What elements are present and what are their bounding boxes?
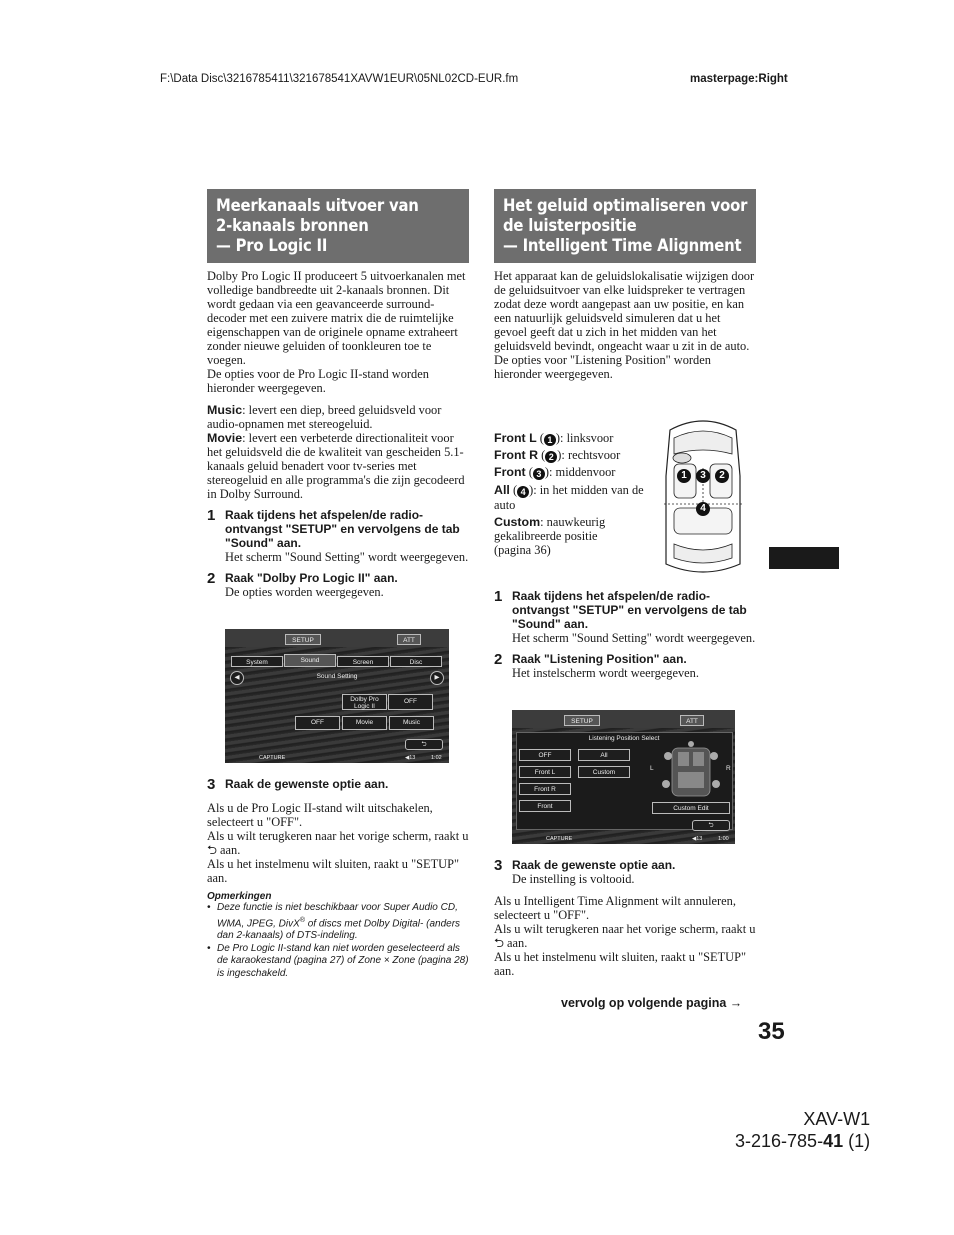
step-2-right: 2 Raak "Listening Position" aan. Het instelscherm wordt weergegeven. (494, 651, 699, 680)
step-3-right: 3 Raak de gewenste optie aan. De instelling is voltooid. (494, 857, 676, 886)
back-instruction-right: Als u wilt terugkeren naar het vorige scherm, raakt u ⮌ aan. (494, 922, 756, 950)
back-arrow-icon[interactable]: ⮌ (692, 820, 730, 831)
prev-arrow-icon[interactable]: ◀ (230, 671, 244, 685)
speaker-layout-icon (656, 740, 726, 802)
note-1: • Deze functie is niet beschikbaar voor Super Audio CD, WMA, JPEG, DivX® of discs met Dolby Digital- (anders dan 2-kanaals) of DTS-indeling. (207, 902, 461, 942)
front-l-button[interactable]: Front L (519, 766, 571, 778)
notes-heading: Opmerkingen (207, 891, 272, 902)
volume-readout: ◀13 (692, 836, 703, 842)
position-options (494, 430, 656, 557)
model-code: XAV-W1 3-216-785-41 (1) (735, 1109, 871, 1151)
section-title-pro-logic: Meerkanaals uitvoer van 2-kanaals bronnen — Pro Logic II (207, 189, 469, 263)
capture-label: CAPTURE (546, 836, 573, 842)
off-instruction: Als u de Pro Logic II-stand wilt uitschakelen, selecteert u "OFF". (207, 801, 433, 829)
step-1: 1 Raak tijdens het afspelen/de radio-ontvangst "SETUP" en vervolgens de tab "Sound" aan. Het scherm "Sound Setting" wordt weergegeven. (207, 507, 469, 564)
close-instruction-right: Als u het instelmenu wilt sluiten, raakt u "SETUP" aan. (494, 950, 747, 978)
off-button[interactable]: OFF (519, 749, 571, 761)
note-2: • De Pro Logic II-stand kan niet worden geselecteerd als de karaokestand (pagina 27) of Zone × Zone (pagina 28) is ingeschakeld. (207, 942, 469, 979)
intro-paragraph: Dolby Pro Logic II produceert 5 uitvoerkanalen met volledige bandbreedte uit 2-kanaals bronnen. Dit wordt gedaan via een geavanceerde surround-decoder met een zuivere matrix die de ruimtelijke eigenschappen van de originele opname extraheert zonder nieuwe geluiden of toonkleuren toe te voegen. (207, 269, 466, 367)
masterpage-label: masterpage:Right (690, 73, 788, 85)
next-arrow-icon[interactable]: ▶ (430, 671, 444, 685)
marker-4: 4 (696, 502, 710, 516)
option-custom: Custom: nauwkeurig gekalibreerde positie (pagina 36) (494, 515, 606, 557)
dolby-value-field[interactable]: OFF (388, 694, 433, 710)
tab-system[interactable]: System (231, 656, 283, 667)
option-front: Front ( 3 ): middenvoor (494, 465, 616, 479)
music-definition: Music: levert een diep, breed geluidsveld voor audio-opnamen met stereogeluid. (207, 403, 442, 431)
att-button[interactable]: ATT (397, 634, 421, 645)
option-music-button[interactable]: Music (389, 716, 434, 730)
left-label: L (650, 765, 654, 772)
car-top-view-icon (660, 416, 746, 576)
marker-3: 3 (696, 469, 710, 483)
intro-options-line-right: De opties voor "Listening Position" worden hieronder weergegeven. (494, 353, 711, 381)
option-movie-button[interactable]: Movie (342, 716, 387, 730)
dolby-pro-logic-button[interactable]: Dolby Pro Logic II (342, 694, 387, 710)
back-icon: ⮌ (494, 935, 504, 950)
custom-button[interactable]: Custom (578, 766, 630, 778)
marker-2: 2 (715, 469, 729, 483)
step-2: 2 Raak "Dolby Pro Logic II" aan. De opties worden weergegeven. (207, 570, 398, 599)
cancel-instruction: Als u Intelligent Time Alignment wilt annuleren, selecteert u "OFF". (494, 894, 736, 922)
intro-paragraph-right: Het apparaat kan de geluidslokalisatie wijzigen door de geluidsuitvoer van elke luidspreker te vertragen zodat deze wordt aangepast aan uw positie, en kan een natuurlijk geluidsveld simuleren dat u het gevoel geeft dat u zich in het midden van het geluidsveld bevindt, ongeacht waar u zit in de auto. (494, 269, 755, 353)
right-label: R (726, 765, 731, 772)
att-button[interactable]: ATT (680, 715, 704, 726)
setup-button[interactable]: SETUP (564, 715, 600, 726)
capture-label: CAPTURE (259, 755, 286, 761)
tab-disc[interactable]: Disc (390, 656, 442, 667)
option-front-r: Front R ( 2 ): rechtsvoor (494, 448, 621, 462)
listening-position-screen (512, 710, 735, 844)
left-column (207, 189, 469, 599)
clock-readout: 1:00 (718, 836, 729, 842)
step-1-right: 1 Raak tijdens het afspelen/de radio-ontvangst "SETUP" en vervolgens de tab "Sound" aan. Het scherm "Sound Setting" wordt weergegeven. (494, 588, 756, 645)
right-lower (494, 858, 756, 978)
marker-1: 1 (677, 469, 691, 483)
all-button[interactable]: All (578, 749, 630, 761)
back-instruction: Als u wilt terugkeren naar het vorige scherm, raakt u ⮌ aan. (207, 829, 469, 857)
right-column (494, 189, 756, 381)
back-arrow-icon[interactable]: ⮌ (405, 739, 443, 750)
front-button[interactable]: Front (519, 800, 571, 812)
movie-definition: Movie: levert een verbeterde directionaliteit voor het geluidsveld die de kwaliteit van gescheiden 5.1-kanaals geluid benadert voor tv-series met stereogeluid en alle programma's die zijn gecodeerd in Dolby Surround. (207, 431, 465, 501)
clock-readout: 1:02 (431, 755, 442, 761)
step-3: 3 Raak de gewenste optie aan. (207, 776, 389, 793)
right-steps (494, 589, 756, 680)
sound-setting-screen (225, 629, 449, 763)
option-off-button[interactable]: OFF (295, 716, 340, 730)
setup-button[interactable]: SETUP (285, 634, 321, 645)
custom-edit-button[interactable]: Custom Edit (652, 802, 730, 814)
continued-label: vervolg op volgende pagina → (561, 996, 743, 1010)
option-all: All ( 4 ): in het midden van de auto (494, 483, 644, 512)
volume-readout: ◀13 (405, 755, 416, 761)
screen-title: Listening Position Select (588, 735, 660, 742)
page-number: 35 (758, 1018, 785, 1045)
chapter-tab (769, 547, 839, 569)
close-instruction: Als u het instelmenu wilt sluiten, raakt u "SETUP" aan. (207, 857, 460, 885)
back-icon: ⮌ (207, 842, 217, 857)
screen-title: Sound Setting (316, 673, 358, 680)
front-r-button[interactable]: Front R (519, 783, 571, 795)
option-front-l: Front L ( 1 ): linksvoor (494, 431, 614, 445)
car-diagram (660, 416, 746, 576)
intro-options-line: De opties voor de Pro Logic II-stand worden hieronder weergegeven. (207, 367, 429, 395)
section-title-time-alignment: Het geluid optimaliseren voor de luisterpositie — Intelligent Time Alignment (494, 189, 756, 263)
tab-screen[interactable]: Screen (337, 656, 389, 667)
file-path: F:\Data Disc\3216785411\321678541XAVW1EUR\05NL02CD-EUR.fm (160, 73, 519, 85)
left-column-lower (207, 777, 469, 980)
tab-sound[interactable]: Sound (284, 654, 336, 667)
